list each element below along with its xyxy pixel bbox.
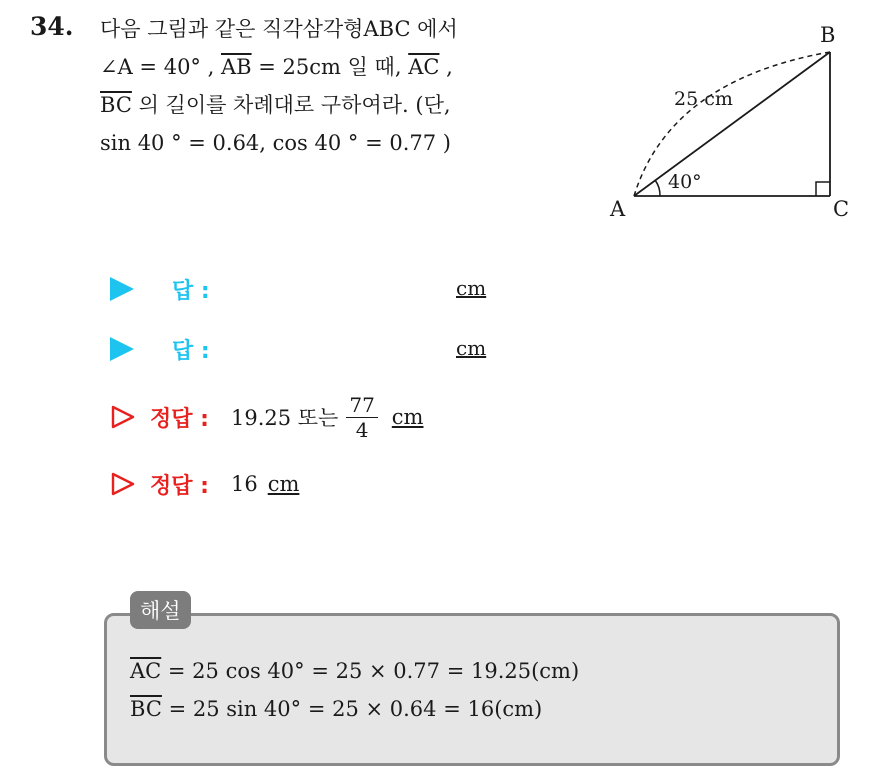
answer-unit: cm bbox=[456, 276, 487, 300]
correct-label: 정답 : bbox=[150, 473, 209, 499]
explanation-line-2 bbox=[130, 690, 579, 728]
answer-label: 답 : bbox=[172, 338, 210, 364]
explanation-eq-1: = 25 cos 40° = 25 × 0.77 = 19.25(cm) bbox=[161, 659, 580, 683]
segment-ac: $\overline{AC}$ bbox=[408, 55, 440, 79]
explanation-line-1 bbox=[130, 652, 579, 690]
segment-ab: $\overline{AB}$ bbox=[220, 55, 252, 79]
instruction-text: 의 길이를 차례대로 구하여라. (단, bbox=[131, 93, 451, 117]
correct-value-text: 16 bbox=[230, 472, 258, 496]
question-number: 34. bbox=[30, 12, 74, 41]
comma-text: , bbox=[439, 55, 453, 79]
triangle-diagram bbox=[600, 20, 870, 230]
vertex-c-label: C bbox=[833, 197, 850, 221]
question-line-1: 다음 그림과 같은 직각삼각형ABC 에서 bbox=[100, 17, 458, 41]
answer-label: 답 : bbox=[172, 278, 210, 304]
answer-row-1 bbox=[110, 265, 210, 313]
side-ab bbox=[634, 52, 830, 196]
correct-value-text: 19.25 또는 bbox=[230, 406, 339, 430]
correct-arrow-icon bbox=[110, 404, 136, 430]
answer-play-icon bbox=[110, 337, 134, 361]
correct-unit: cm bbox=[391, 405, 424, 429]
angle-label: 40° bbox=[668, 171, 702, 193]
segment-ac: $\overline{AC}$ bbox=[130, 659, 162, 683]
segment-bc: $\overline{BC}$ bbox=[130, 697, 162, 721]
segment-bc: $\overline{BC}$ bbox=[100, 93, 132, 117]
explanation-lines bbox=[130, 652, 579, 728]
correct-value bbox=[231, 472, 299, 496]
right-angle-mark bbox=[816, 182, 830, 196]
question-line-4: sin 40 ° = 0.64, cos 40 ° = 0.77 ) bbox=[100, 131, 451, 155]
answer-play-icon bbox=[110, 277, 134, 301]
angle-a-text: ∠A = 40° , bbox=[100, 55, 221, 79]
hypotenuse-label: 25 cm bbox=[674, 88, 733, 110]
fraction-denominator: 4 bbox=[355, 417, 369, 442]
correct-label: 정답 : bbox=[150, 406, 209, 432]
correct-value bbox=[231, 393, 424, 442]
angle-a-arc bbox=[655, 180, 660, 196]
vertex-b-label: B bbox=[820, 23, 836, 47]
question-line-2 bbox=[100, 48, 585, 86]
fraction bbox=[346, 393, 377, 442]
correct-unit: cm bbox=[267, 472, 300, 496]
fraction-numerator: 77 bbox=[346, 393, 377, 418]
correct-row-1 bbox=[110, 385, 423, 449]
vertex-a-label: A bbox=[610, 197, 626, 221]
correct-row-2 bbox=[110, 460, 299, 508]
answer-row-2 bbox=[110, 325, 210, 373]
question-text bbox=[100, 10, 585, 162]
explanation-eq-2: = 25 sin 40° = 25 × 0.64 = 16(cm) bbox=[161, 697, 543, 721]
answer-unit: cm bbox=[456, 336, 487, 360]
correct-arrow-icon bbox=[110, 471, 136, 497]
ab-length-text: = 25cm 일 때, bbox=[251, 55, 409, 79]
explanation-tab: 해설 bbox=[130, 591, 191, 629]
question-line-3 bbox=[100, 86, 585, 124]
